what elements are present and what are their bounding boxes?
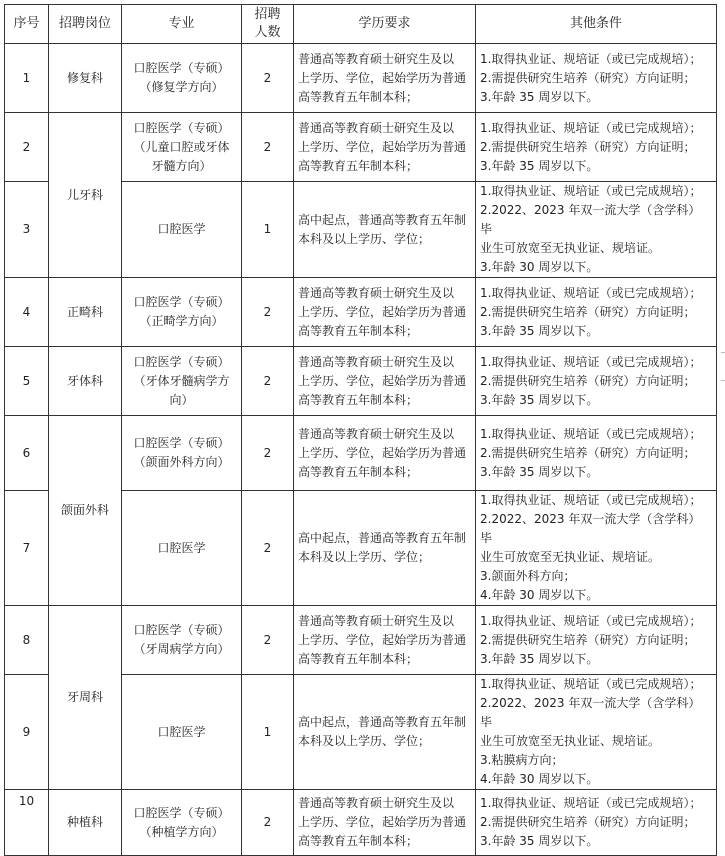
- row-position: 牙体科: [49, 347, 122, 416]
- table-row: [5, 606, 717, 675]
- row-major: 口腔医学（专硕） （种植学方向）: [122, 790, 242, 856]
- row-education: 普通高等教育硕士研究生及以 上学历、学位，起始学历为普通 高等教育五年制本科；: [294, 416, 476, 491]
- row-major: 口腔医学（专硕） （正畸学方向）: [122, 278, 242, 347]
- row-education: 普通高等教育硕士研究生及以 上学历、学位，起始学历为普通 高等教育五年制本科；: [294, 278, 476, 347]
- row-education: 普通高等教育硕士研究生及以 上学历、学位，起始学历为普通 高等教育五年制本科；: [294, 44, 476, 113]
- row-other: 1.取得执业证、规培证（或已完成规培）； 2.需提供研究生培养（研究）方向证明； 3.年龄 35 周岁以下。: [476, 113, 717, 182]
- row-position: 儿牙科: [49, 113, 122, 278]
- row-count: 2: [242, 606, 294, 675]
- table-row: [5, 347, 717, 416]
- row-no: 8: [5, 606, 49, 675]
- recruitment-table: [4, 4, 717, 856]
- row-other: 1.取得执业证、规培证（或已完成规培）； 2.2022、2023 年双一流大学（含学科）毕 业生可放宽至无执业证、规培证。 3.粘膜病方向； 4.年龄 30 周岁以下。: [476, 675, 717, 790]
- row-other: 1.取得执业证、规培证（或已完成规培）； 2.需提供研究生培养（研究）方向证明； 3.年龄 35 周岁以下。: [476, 44, 717, 113]
- row-position: 正畸科: [49, 278, 122, 347]
- row-count: 1: [242, 675, 294, 790]
- row-position: 颌面外科: [49, 416, 122, 606]
- header-no: 序号: [5, 5, 49, 44]
- row-education: 高中起点，普通高等教育五年制 本科及以上学历、学位；: [294, 491, 476, 606]
- row-education: 高中起点，普通高等教育五年制 本科及以上学历、学位；: [294, 675, 476, 790]
- row-education: 普通高等教育硕士研究生及以 上学历、学位，起始学历为普通 高等教育五年制本科；: [294, 113, 476, 182]
- row-no: 5: [5, 347, 49, 416]
- row-education: 普通高等教育硕士研究生及以 上学历、学位，起始学历为普通 高等教育五年制本科；: [294, 606, 476, 675]
- row-major: 口腔医学: [122, 675, 242, 790]
- row-no: 7: [5, 491, 49, 606]
- header-major: 专业: [122, 5, 242, 44]
- row-no: 6: [5, 416, 49, 491]
- row-count: 2: [242, 44, 294, 113]
- row-major: 口腔医学（专硕） （儿童口腔或牙体 牙髓方向）: [122, 113, 242, 182]
- row-count: 2: [242, 416, 294, 491]
- row-other: 1.取得执业证、规培证（或已完成规培）； 2.需提供研究生培养（研究）方向证明； 3.年龄 35 周岁以下。: [476, 416, 717, 491]
- header-count: 招聘 人数: [242, 5, 294, 44]
- edge-tick: [721, 380, 725, 381]
- table-row: [5, 278, 717, 347]
- row-position: 种植科: [49, 790, 122, 856]
- row-major: 口腔医学: [122, 491, 242, 606]
- row-other: 1.取得执业证、规培证（或已完成规培）； 2.需提供研究生培养（研究）方向证明； 3.年龄 35 周岁以下。: [476, 347, 717, 416]
- row-count: 2: [242, 491, 294, 606]
- header-row: [5, 5, 717, 44]
- row-no: 2: [5, 113, 49, 182]
- row-count: 2: [242, 113, 294, 182]
- row-major: 口腔医学（专硕） （修复学方向）: [122, 44, 242, 113]
- row-no: 3: [5, 182, 49, 278]
- row-other: 1.取得执业证、规培证（或已完成规培）； 2.需提供研究生培养（研究）方向证明； 3.年龄 35 周岁以下。: [476, 606, 717, 675]
- row-count: 2: [242, 347, 294, 416]
- row-education: 普通高等教育硕士研究生及以 上学历、学位，起始学历为普通 高等教育五年制本科；: [294, 347, 476, 416]
- row-position: 修复科: [49, 44, 122, 113]
- table-row: [5, 790, 717, 856]
- row-no: 4: [5, 278, 49, 347]
- row-count: 2: [242, 790, 294, 856]
- row-other: 1.取得执业证、规培证（或已完成规培）； 2.需提供研究生培养（研究）方向证明； 3.年龄 35 周岁以下。: [476, 790, 717, 856]
- row-major: 口腔医学: [122, 182, 242, 278]
- header-other: 其他条件: [476, 5, 717, 44]
- header-education: 学历要求: [294, 5, 476, 44]
- row-count: 2: [242, 278, 294, 347]
- row-other: 1.取得执业证、规培证（或已完成规培）； 2.需提供研究生培养（研究）方向证明； 3.年龄 35 周岁以下。: [476, 278, 717, 347]
- row-education: 高中起点，普通高等教育五年制 本科及以上学历、学位；: [294, 182, 476, 278]
- row-no: 9: [5, 675, 49, 790]
- row-other: 1.取得执业证、规培证（或已完成规培）； 2.2022、2023 年双一流大学（含学科）毕 业生可放宽至无执业证、规培证。 3.年龄 30 周岁以下。: [476, 182, 717, 278]
- row-major: 口腔医学（专硕） （颌面外科方向）: [122, 416, 242, 491]
- edge-tick: [721, 352, 725, 353]
- row-education: 普通高等教育硕士研究生及以 上学历、学位，起始学历为普通 高等教育五年制本科；: [294, 790, 476, 856]
- row-position: 牙周科: [49, 606, 122, 790]
- row-major: 口腔医学（专硕） （牙周病学方向）: [122, 606, 242, 675]
- table-row: [5, 113, 717, 182]
- table-row: [5, 44, 717, 113]
- row-other: 1.取得执业证、规培证（或已完成规培）； 2.2022、2023 年双一流大学（含学科）毕 业生可放宽至无执业证、规培证。 3.颌面外科方向； 4.年龄 30 周岁以下。: [476, 491, 717, 606]
- row-count: 1: [242, 182, 294, 278]
- header-position: 招聘岗位: [49, 5, 122, 44]
- row-no: 1: [5, 44, 49, 113]
- row-no: 10: [5, 790, 49, 856]
- row-major: 口腔医学（专硕） （牙体牙髓病学方 向）: [122, 347, 242, 416]
- table-row: [5, 416, 717, 491]
